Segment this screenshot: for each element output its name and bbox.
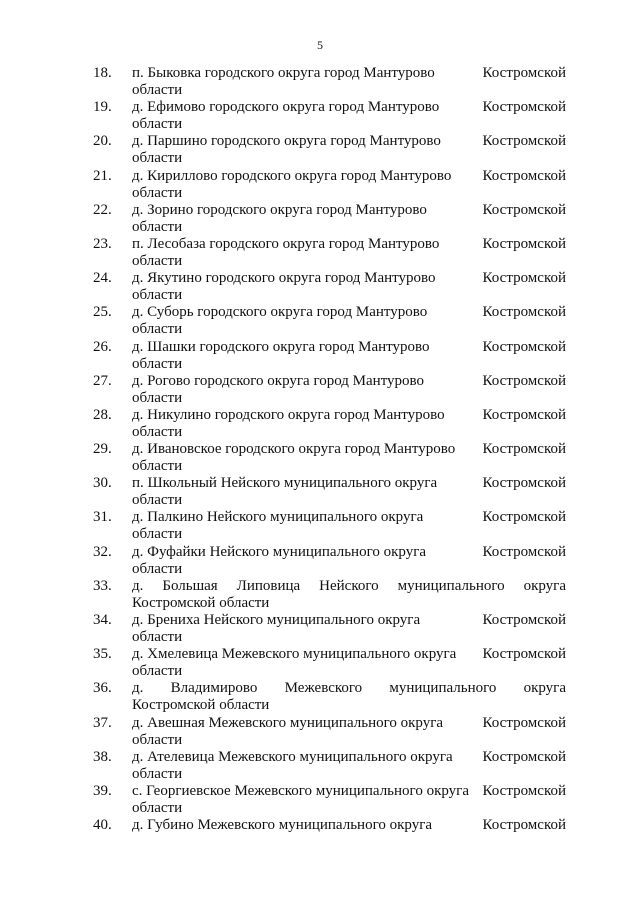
item-first-line (132, 373, 566, 390)
item-text: п. Быковка городского округа город Мантурово (132, 65, 435, 81)
item-continuation: области (132, 458, 183, 475)
item-number: 30. (93, 475, 112, 492)
item-region: Костромской (482, 201, 566, 218)
list-item (0, 133, 640, 167)
item-text: д. Якутино городского округа город Мантурово (132, 270, 436, 287)
item-number: 28. (93, 406, 112, 423)
item-text: д. Ателевица Межевского муниципального округа (132, 748, 453, 765)
list-item (0, 168, 640, 202)
item-continuation: области (132, 355, 183, 372)
item-text: д. Шашки городского округа город Мантурово (132, 338, 430, 355)
item-text: п. Школьный Нейского муниципального округа (132, 475, 438, 492)
list-item (0, 65, 640, 99)
item-continuation: области (132, 184, 183, 201)
item-region: Костромской (482, 304, 566, 321)
item-first-line (132, 680, 566, 697)
list-item (0, 270, 640, 304)
item-first-line (132, 270, 566, 287)
item-continuation: Костромской области (132, 594, 270, 611)
list-item (0, 783, 640, 817)
item-number: 23. (93, 235, 112, 252)
item-region: Костромской (482, 543, 566, 560)
item-region: Костромской (482, 65, 566, 81)
item-word: Межевского (284, 680, 363, 697)
item-first-line (132, 407, 566, 424)
item-number: 29. (93, 441, 112, 458)
item-text: д. Суборь городского округа город Мантурово (132, 304, 428, 321)
item-region: Костромской (482, 270, 566, 287)
item-text: п. Лесобаза городского округа город Мантурово (132, 235, 440, 252)
item-text: д. Паршино городского округа город Мантурово (132, 133, 441, 150)
item-region: Костромской (482, 406, 566, 423)
item-region: Костромской (482, 748, 566, 765)
item-text: д. Палкино Нейского муниципального округа (132, 509, 424, 526)
item-region: Костромской (482, 372, 566, 389)
item-continuation: области (132, 389, 183, 406)
item-continuation: области (132, 423, 183, 440)
item-number: 35. (93, 646, 112, 663)
item-continuation: области (132, 287, 183, 304)
item-word: Нейского (319, 577, 379, 594)
item-text: д. Брениха Нейского муниципального округа (132, 612, 421, 628)
item-region: Костромской (482, 612, 566, 628)
item-word: Липовица (236, 577, 301, 594)
item-text: д. Авешная Межевского муниципального округа (132, 714, 444, 731)
item-continuation: области (132, 629, 183, 645)
item-continuation: области (132, 218, 183, 235)
item-number: 18. (93, 65, 112, 81)
list-item (0, 99, 640, 133)
item-word: округа (523, 577, 566, 594)
item-number: 25. (93, 304, 112, 321)
item-first-line (132, 783, 566, 800)
list-item (0, 236, 640, 270)
item-region: Костромской (482, 509, 566, 526)
item-number: 22. (93, 201, 112, 218)
item-text: д. Никулино городского округа город Мантурово (132, 406, 445, 423)
list-item (0, 715, 640, 749)
item-first-line (132, 236, 566, 253)
item-first-line (132, 646, 566, 663)
item-number: 36. (93, 680, 112, 697)
list-item (0, 202, 640, 236)
item-number: 38. (93, 748, 112, 765)
item-region: Костромской (482, 817, 566, 834)
item-continuation: области (132, 321, 183, 338)
list-item (0, 544, 640, 578)
item-text: д. Хмелевица Межевского муниципального округа (132, 646, 457, 663)
item-number: 39. (93, 782, 112, 799)
item-first-line (132, 168, 566, 185)
list-item (0, 680, 640, 714)
item-first-line (132, 65, 566, 82)
list-item (0, 646, 640, 680)
item-continuation: области (132, 526, 183, 543)
item-text: д. Губино Межевского муниципального округа (132, 817, 432, 834)
item-number: 33. (93, 577, 112, 594)
item-region: Костромской (482, 133, 566, 150)
item-region: Костромской (482, 338, 566, 355)
item-word: округа (523, 680, 566, 697)
list-item (0, 817, 640, 851)
item-first-line (132, 475, 566, 492)
item-first-line (132, 441, 566, 458)
item-continuation: области (132, 116, 183, 133)
item-number: 27. (93, 372, 112, 389)
item-continuation: области (132, 799, 183, 816)
item-region: Костромской (482, 167, 566, 184)
item-number: 37. (93, 714, 112, 731)
item-region: Костромской (482, 646, 566, 663)
list-item (0, 475, 640, 509)
item-number: 24. (93, 270, 112, 287)
item-continuation: области (132, 765, 183, 782)
item-continuation: области (132, 492, 183, 509)
item-number: 34. (93, 612, 112, 628)
list-item (0, 407, 640, 441)
page-number: 5 (317, 38, 323, 52)
item-number: 19. (93, 99, 112, 116)
item-first-line (132, 133, 566, 150)
item-text: с. Георгиевское Межевского муниципального округа (132, 782, 469, 799)
item-number: 40. (93, 817, 112, 834)
list-item (0, 339, 640, 373)
item-number: 20. (93, 133, 112, 150)
item-first-line (132, 578, 566, 595)
item-text: д. Фуфайки Нейского муниципального округа (132, 543, 427, 560)
item-text: д. Ивановское городского округа город Мантурово (132, 441, 456, 458)
item-text: д. Рогово городского округа город Мантурово (132, 372, 425, 389)
item-first-line (132, 202, 566, 219)
list-item (0, 373, 640, 407)
item-word: Большая (162, 577, 218, 594)
item-region: Костромской (482, 235, 566, 252)
item-text: д. Ефимово городского округа город Мантурово (132, 99, 440, 116)
item-continuation: области (132, 731, 183, 748)
item-first-line (132, 304, 566, 321)
list-item (0, 304, 640, 338)
item-continuation: области (132, 82, 183, 98)
item-first-line (132, 612, 566, 629)
item-continuation: области (132, 560, 183, 577)
item-first-line (132, 99, 566, 116)
item-first-line (132, 509, 566, 526)
item-region: Костромской (482, 99, 566, 116)
item-number: 21. (93, 167, 112, 184)
list-item (0, 612, 640, 646)
item-region: Костромской (482, 714, 566, 731)
item-number: 31. (93, 509, 112, 526)
item-region: Костромской (482, 441, 566, 458)
item-word: д. (132, 577, 144, 594)
list-item (0, 509, 640, 543)
item-word: муниципального (389, 680, 497, 697)
item-continuation: Костромской области (132, 697, 270, 714)
item-word: муниципального (397, 577, 505, 594)
item-word: Владимирово (170, 680, 258, 697)
list-item (0, 578, 640, 612)
item-region: Костромской (482, 475, 566, 492)
item-continuation: области (132, 150, 183, 167)
item-region: Костромской (482, 782, 566, 799)
item-continuation: области (132, 663, 183, 680)
item-first-line (132, 339, 566, 356)
item-first-line (132, 749, 566, 766)
item-number: 26. (93, 338, 112, 355)
item-first-line (132, 715, 566, 732)
item-first-line (132, 544, 566, 561)
list-item (0, 749, 640, 783)
item-continuation: области (132, 252, 183, 269)
settlement-list (0, 65, 640, 851)
item-text: д. Кириллово городского округа город Мантурово (132, 167, 452, 184)
item-number: 32. (93, 543, 112, 560)
item-text: д. Зорино городского округа город Мантурово (132, 201, 427, 218)
list-item (0, 441, 640, 475)
item-word: д. (132, 680, 144, 697)
item-first-line (132, 817, 566, 834)
